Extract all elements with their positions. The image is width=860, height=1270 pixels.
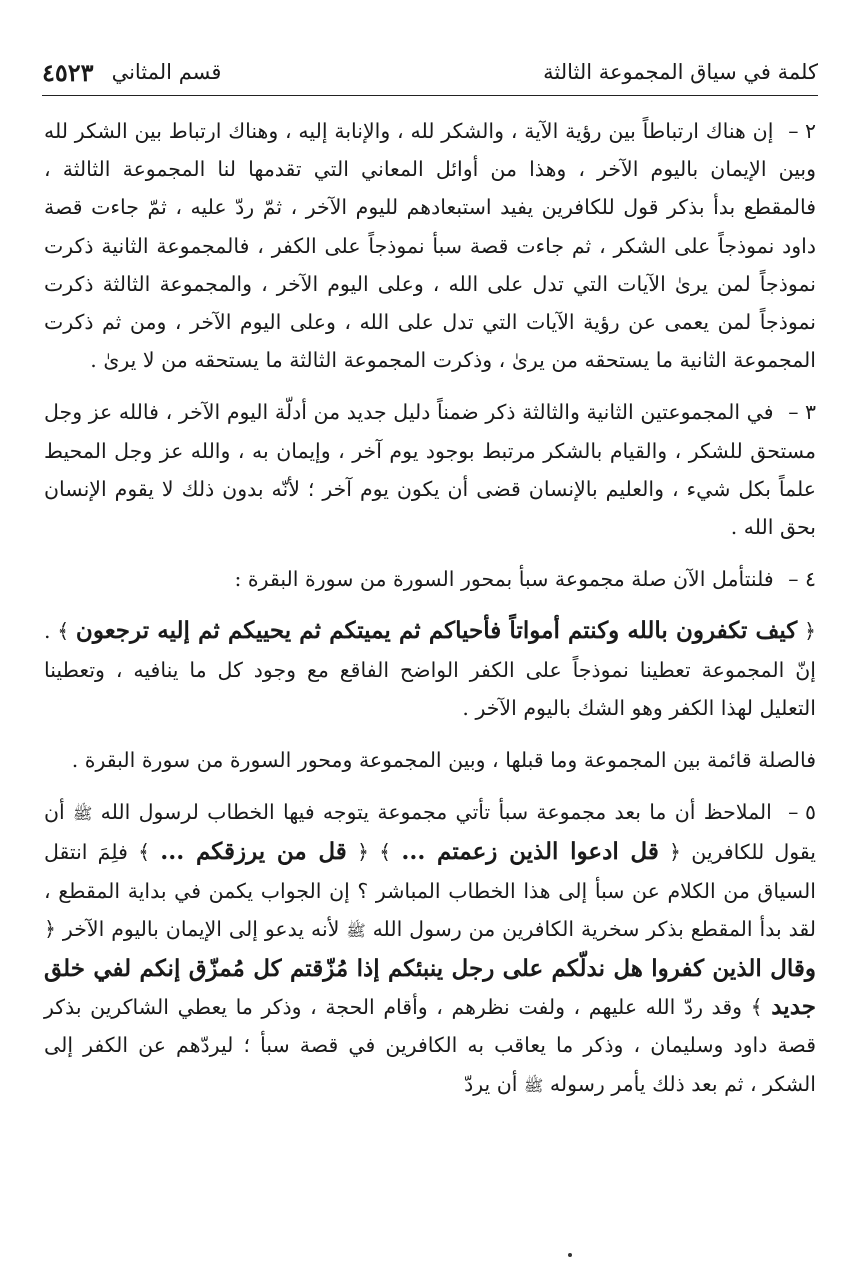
- quran-verse: قل ادعوا الذين زعمتم ...: [401, 838, 659, 866]
- paragraph-2: [44, 112, 816, 379]
- page-mark-dot: [568, 1253, 572, 1257]
- page-number: ٤٥٢٣: [42, 57, 94, 87]
- page-header: [42, 52, 818, 92]
- quote-open-bracket: ﴿: [356, 840, 369, 865]
- paragraph-number: ٢ –: [788, 119, 816, 143]
- paragraph-text: أن يقول للكافرين: [44, 800, 816, 865]
- paragraph-text: في المجموعتين الثانية والثالثة ذكر ضمناً دليل جديد من أدلّة اليوم الآخر ، فالله عز وجل مستحق للشكر ، والقيام بالشكر مرتبط بوجود يوم آخر ، وإيمان به ، والله عز وجل المحيط علماً بكل شيء ، والعليم بالإنسان قضى أن يكون يوم آخر ؛ لأنّه بدون ذلك لا يقوم الإنسان بحق الله .: [44, 400, 816, 540]
- page-body: [44, 112, 816, 1119]
- salawat-ligature: ﷺ: [524, 1075, 544, 1095]
- quote-close-bracket: ﴾: [57, 619, 70, 644]
- quran-quote-paragraph: [44, 612, 816, 727]
- salawat-ligature: ﷺ: [73, 804, 93, 824]
- salawat-ligature: ﷺ: [346, 920, 366, 940]
- paragraph-text: لأنه يدعو إلى الإيمان باليوم الآخر: [62, 916, 340, 941]
- paragraph-text: . إنّ المجموعة تعطينا نموذجاً على الكفر الواضح الفاقع مع وجود كل ما ينافيه ، وتعطينا التعليل لهذا الكفر وهو الشك باليوم الآخر .: [44, 619, 816, 720]
- running-title: كلمة في سياق المجموعة الثالثة: [543, 60, 818, 84]
- paragraph-5: [44, 793, 816, 1105]
- paragraph-number: ٣ –: [788, 400, 816, 425]
- quote-close-bracket: ﴾: [750, 995, 763, 1020]
- quote-close-bracket: ﴾: [138, 840, 151, 865]
- paragraph-text: فلنتأمل الآن صلة مجموعة سبأ بمحور السورة من سورة البقرة :: [234, 567, 774, 592]
- quote-open-bracket: ﴿: [803, 619, 816, 644]
- quote-close-bracket: ﴾: [379, 840, 392, 865]
- paragraph-text: فالصلة قائمة بين المجموعة وما قبلها ، وبين المجموعة ومحور السورة من سورة البقرة .: [71, 748, 816, 773]
- paragraph-4: [44, 560, 816, 598]
- paragraph-text: أن يردّ: [464, 1071, 518, 1096]
- quran-verse: كيف تكفرون بالله وكنتم أمواتاً فأحياكم ثم يميتكم ثم يحييكم ثم إليه ترجعون: [75, 617, 798, 645]
- paragraph-text: وقد ردّ الله عليهم ، ولفت نظرهم ، وأقام الحجة ، وذكر ما يعطي الشاكرين بذكر قصة داود وسليمان ، وذكر ما يعاقب به الكافرين في قصة سبأ ؛ ليردّهم عن الكفر إلى الشكر ، ثم بعد ذلك يأمر رسوله: [44, 995, 816, 1096]
- header-left-group: [42, 58, 221, 87]
- paragraph-text: الملاحظ أن ما بعد مجموعة سبأ تأتي مجموعة يتوجه فيها الخطاب لرسول الله: [100, 800, 772, 825]
- quote-open-bracket: ﴿: [44, 916, 57, 941]
- paragraph-3: [44, 393, 816, 546]
- paragraph-text: إن هناك ارتباطاً بين رؤية الآية ، والشكر لله ، والإنابة إليه ، وهناك ارتباط بين الشكر لله وبين الإيمان باليوم الآخر ، وهذا من أوائل المعاني التي تقدمها لنا المجموعة الثالثة ، فالمقطع بدأ بذكر قول للكافرين يفيد استبعادهم لليوم الآخر ، ثمّ ردّ عليه ، ثمّ جاءت قصة داود نموذجاً على الشكر ، ثم جاءت قصة سبأ نموذجاً على الكفر ، فالمجموعة الثانية ذكرت نموذجاً لمن يرىٰ الآيات التي تدل على الله ، وعلى اليوم الآخر ، والمجموعة الثالثة ذكرت نموذجاً لمن يعمى عن رؤية الآيات التي تدل على الله ، وعلى اليوم الآخر ، ومن ثم ذكرت المجموعة الثانية ما يستحقه من يرىٰ ، وذكرت المجموعة الثالثة ما يستحقه من لا يرىٰ .: [44, 119, 816, 373]
- paragraph-number: ٤ –: [788, 567, 816, 592]
- quote-open-bracket: ﴿: [669, 840, 682, 865]
- paragraph-4-followup: [44, 741, 816, 779]
- header-divider: [42, 95, 818, 96]
- quran-verse: قل من يرزقكم ...: [160, 838, 347, 866]
- paragraph-text: فلِمَ انتقل السياق من الكلام عن سبأ إلى هذا الخطاب المباشر ؟ إن الجواب يكمن في بداية المقطع ، لقد بدأ المقطع بذكر سخرية الكافرين من رسول الله: [44, 840, 816, 941]
- quran-verse: وقال الذين كفروا هل ندلّكم على رجل ينبئكم إذا مُزّقتم كل مُمزّق إنكم لفي خلق جديد: [44, 955, 816, 1021]
- section-name: قسم المثاني: [111, 60, 222, 84]
- paragraph-number: ٥ –: [788, 800, 816, 825]
